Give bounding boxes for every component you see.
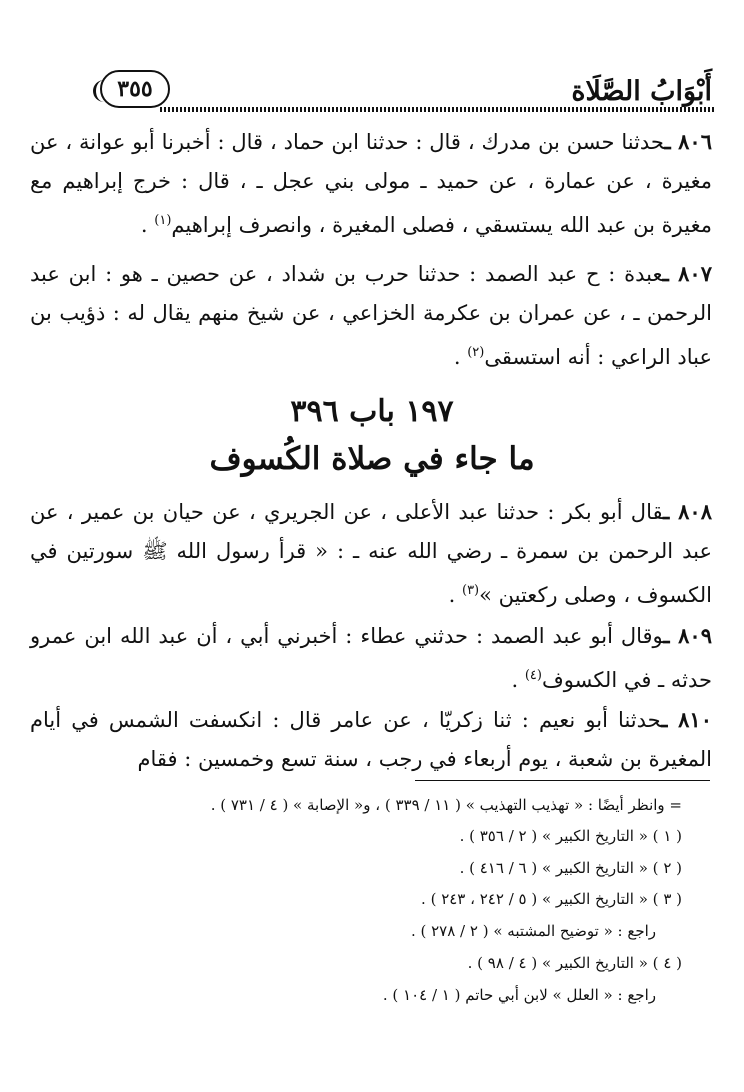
footnote-ref: (٣) — [461, 583, 480, 598]
hadith-text: عبدة : ح عبد الصمد : حدثنا حرب بن شداد ، عن حصين ـ هو : ابن عبد الرحمن ـ ، عن عمران بن عكرمة الخزاعي ، عن شيخ منهم يقال له : ذؤيب بن عباد الراعي : أنه استسقى — [30, 262, 712, 369]
hadith-number: ٨١٠ ـ — [661, 707, 712, 732]
chapter-number: ١٩٧ باب ٣٩٦ — [290, 394, 454, 429]
page-number: ٣٥٥ — [117, 76, 153, 102]
hadith-number: ٨٠٩ ـ — [663, 623, 712, 648]
footnote-ref: (٤) — [524, 668, 542, 683]
hadith-text: حدثنا أبو نعيم : ثنا زكريّا ، عن عامر قال : انكسفت الشمس في أيام المغيرة بن شعبة ، يوم أربعاء في رجب ، سنة تسع وخمسين : فقام — [30, 708, 712, 771]
hadith-809: ٨٠٩ ـوقال أبو عبد الصمد : حدثني عطاء : أخبرني أبي ، أن عبد الله ابن عمرو حدثه ـ في الكسوف$^{(٤)}$ . — [30, 623, 712, 692]
footnote-2: ( ٢ ) « التاريخ الكبير » ( ٦ / ٤١٦ ) . — [459, 859, 682, 877]
hadith-text: قال أبو بكر : حدثنا عبد الأعلى ، عن الجريري ، عن حيان بن عمير ، عن عبد الرحمن بن سمرة ـ رضي الله عنه ـ : « قرأ رسول الله ﷺ سورتين في الكسوف ، وصلى ركعتين » — [30, 500, 712, 607]
hadith-text: حدثنا حسن بن مدرك ، قال : حدثنا ابن حماد ، قال : أخبرنا أبو عوانة ، عن مغيرة ، عن عمارة ، عن حميد ـ مولى بني عجل ـ ، قال : خرج إبراهيم مع مغيرة بن عبد الله يستسقي ، فصلى المغيرة ، وانصرف إبراهيم — [30, 130, 712, 237]
hadith-806: ٨٠٦ ـحدثنا حسن بن مدرك ، قال : حدثنا ابن حماد ، قال : أخبرنا أبو عوانة ، عن مغيرة ، عن عمارة ، عن حميد ـ مولى بني عجل ـ ، قال : خرج إبراهيم مع مغيرة بن عبد الله يستسقي ، فصلى المغيرة ، وانصرف إبراهيم$^{(١)}$ . — [30, 129, 712, 237]
footnote-4: ( ٤ ) « التاريخ الكبير » ( ٤ / ٩٨ ) . — [467, 954, 682, 972]
hadith-number: ٨٠٨ ـ — [663, 499, 712, 524]
hadith-number: ٨٠٦ ـ — [664, 129, 712, 154]
footnote-3: ( ٣ ) « التاريخ الكبير » ( ٥ / ٢٤٢ ، ٢٤٣ ) . — [421, 890, 682, 908]
hadith-808: ٨٠٨ ـقال أبو بكر : حدثنا عبد الأعلى ، عن الجريري ، عن حيان بن عمير ، عن عبد الرحمن بن سمرة ـ رضي الله عنه ـ : « قرأ رسول الله ﷺ سورتين في الكسوف ، وصلى ركعتين »$^{(٣)}$ . — [30, 499, 712, 607]
hadith-text: وقال أبو عبد الصمد : حدثني عطاء : أخبرني أبي ، أن عبد الله ابن عمرو حدثه ـ في الكسوف — [30, 624, 712, 692]
hadith-810 — [30, 700, 712, 779]
page-number-badge — [100, 70, 170, 108]
hadith-807: ٨٠٧ ـعبدة : ح عبد الصمد : حدثنا حرب بن شداد ، عن حصين ـ هو : ابن عبد الرحمن ـ ، عن عمران بن عكرمة الخزاعي ، عن شيخ منهم يقال له : ذؤيب بن عباد الراعي : أنه استسقى$^{(٢)}$ . — [30, 261, 712, 369]
header-rule — [160, 107, 714, 112]
footnote-separator — [415, 780, 710, 781]
hadith-number: ٨٠٧ ـ — [662, 261, 712, 286]
footnote-3-note: راجع : « توضيح المشتبه » ( ٢ / ٢٧٨ ) . — [410, 922, 656, 940]
footnote-ref: (١) — [154, 213, 172, 228]
footnote-continued: = وانظر أيضًا : « تهذيب التهذيب » ( ١١ / ٣٣٩ ) ، و« الإصابة » ( ٤ / ٧٣١ ) . — [210, 796, 682, 814]
chapter-title: ما جاء في صلاة الكُسوف — [209, 441, 535, 477]
footnote-4-note: راجع : « العلل » لابن أبي حاتم ( ١ / ١٠٤ ) . — [382, 986, 656, 1004]
footnote-ref: (٢) — [467, 345, 485, 360]
footnote-1: ( ١ ) « التاريخ الكبير » ( ٢ / ٣٥٦ ) . — [459, 827, 682, 845]
running-header-title: أَبْوَابُ الصَّلَاة — [571, 76, 712, 107]
